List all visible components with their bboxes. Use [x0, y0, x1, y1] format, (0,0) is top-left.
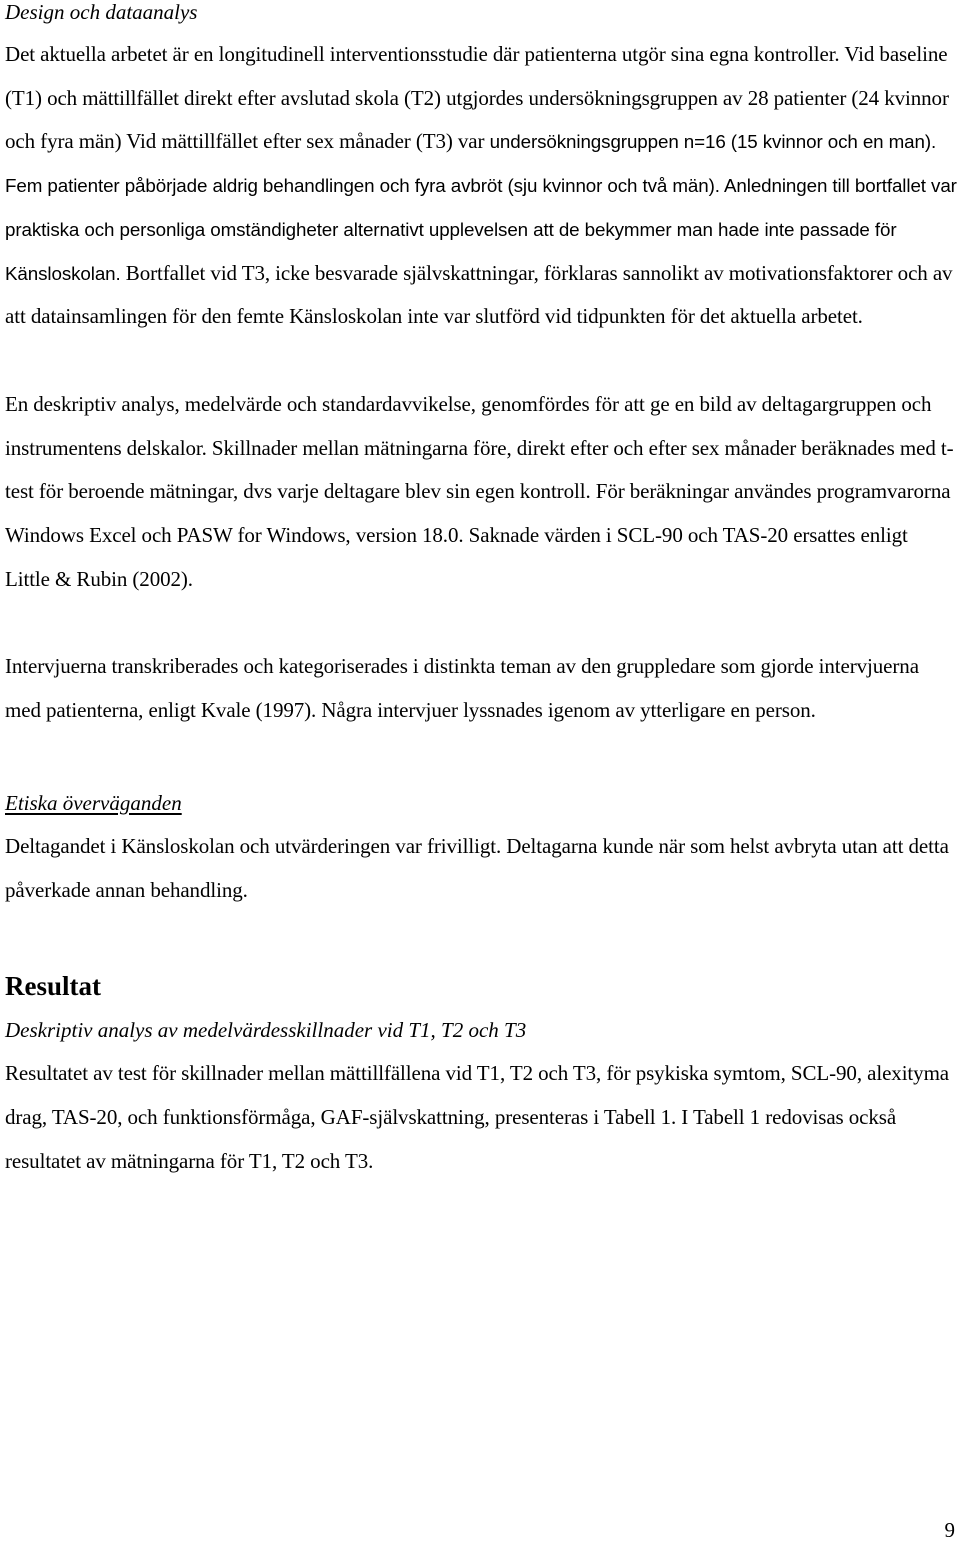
results-subheading: Deskriptiv analys av medelvärdesskillnader vid T1, T2 och T3 [5, 1018, 527, 1043]
section-results [5, 970, 957, 1183]
results-heading: Resultat [5, 971, 101, 1002]
section-design [5, 0, 957, 733]
page-number: 9 [944, 1518, 955, 1542]
design-paragraph-1 [5, 33, 957, 339]
design-paragraph-3: Intervjuerna transkriberades och kategoriserades i distinkta teman av den gruppledare som gjorde intervjuerna med patienterna, enligt Kvale (1997). Några intervjuer lyssnades igenom av ytterligare en person. [5, 654, 919, 723]
design-paragraph-1-sans-part-1: undersökningsgruppen n=16 (15 kvinnor och en man). Fem patienter påbörjade aldrig behandlingen och fyra avbröt (sju kvinnor och två män). [5, 131, 937, 197]
ethics-paragraph-1: Deltagandet i Känsloskolan och utvärderingen var frivilligt. Deltagarna kunde när som helst avbryta utan att detta påverkade annan behandling. [5, 833, 949, 902]
design-paragraph-1-part-a: Det aktuella arbetet är en longitudinell interventionsstudie där patienterna utgör sina egna kontroller. Vid baseline (T1) och mättillfället direkt efter avslutad skola (T2) utgjordes undersökningsgruppen av 28 patienter (24 kvinnor och fyra män) Vid mättillfället efter sex månader (T3) var [5, 42, 949, 154]
ethics-heading: Etiska överväganden [5, 790, 182, 815]
design-paragraph-1-part-b: Bortfallet vid T3, icke besvarade självskattningar, förklaras sannolikt av motivationsfaktorer och av att datainsamlingen för den femte Känsloskolan inte var slutförd vid tidpunkten för det aktuella arbetet. [5, 260, 953, 329]
design-paragraph-2: En deskriptiv analys, medelvärde och standardavvikelse, genomfördes för att ge en bild av deltagargruppen och instrumentens delskalor. Skillnader mellan mätningarna före, direkt efter och efter sex månader beräknades med t-test för beroende mätningar, dvs varje deltagare blev sin egen kontroll. För beräkningar användes programvarorna Windows Excel och PASW for Windows, version 18.0. Saknade värden i SCL-90 och TAS-20 ersattes enligt Little & Rubin (2002). [5, 391, 954, 591]
results-paragraph-1: Resultatet av test för skillnader mellan mättillfällena vid T1, T2 och T3, för psykiska symtom, SCL-90, alexityma drag, TAS-20, och funktionsförmåga, GAF-självskattning, presenteras i Tabell 1. I Tabell 1 redovisas också resultatet av mätningarna för T1, T2 och T3. [5, 1061, 950, 1173]
design-paragraph-1-sans-part-2: Anledningen till bortfallet var praktiska och personliga omständigheter alternativt upplevelsen att de bekymmer man hade inte passade för Känsloskolan. [5, 175, 957, 284]
document-page [5, 0, 957, 1183]
design-heading: Design och dataanalys [5, 0, 198, 24]
section-ethics [5, 791, 957, 912]
